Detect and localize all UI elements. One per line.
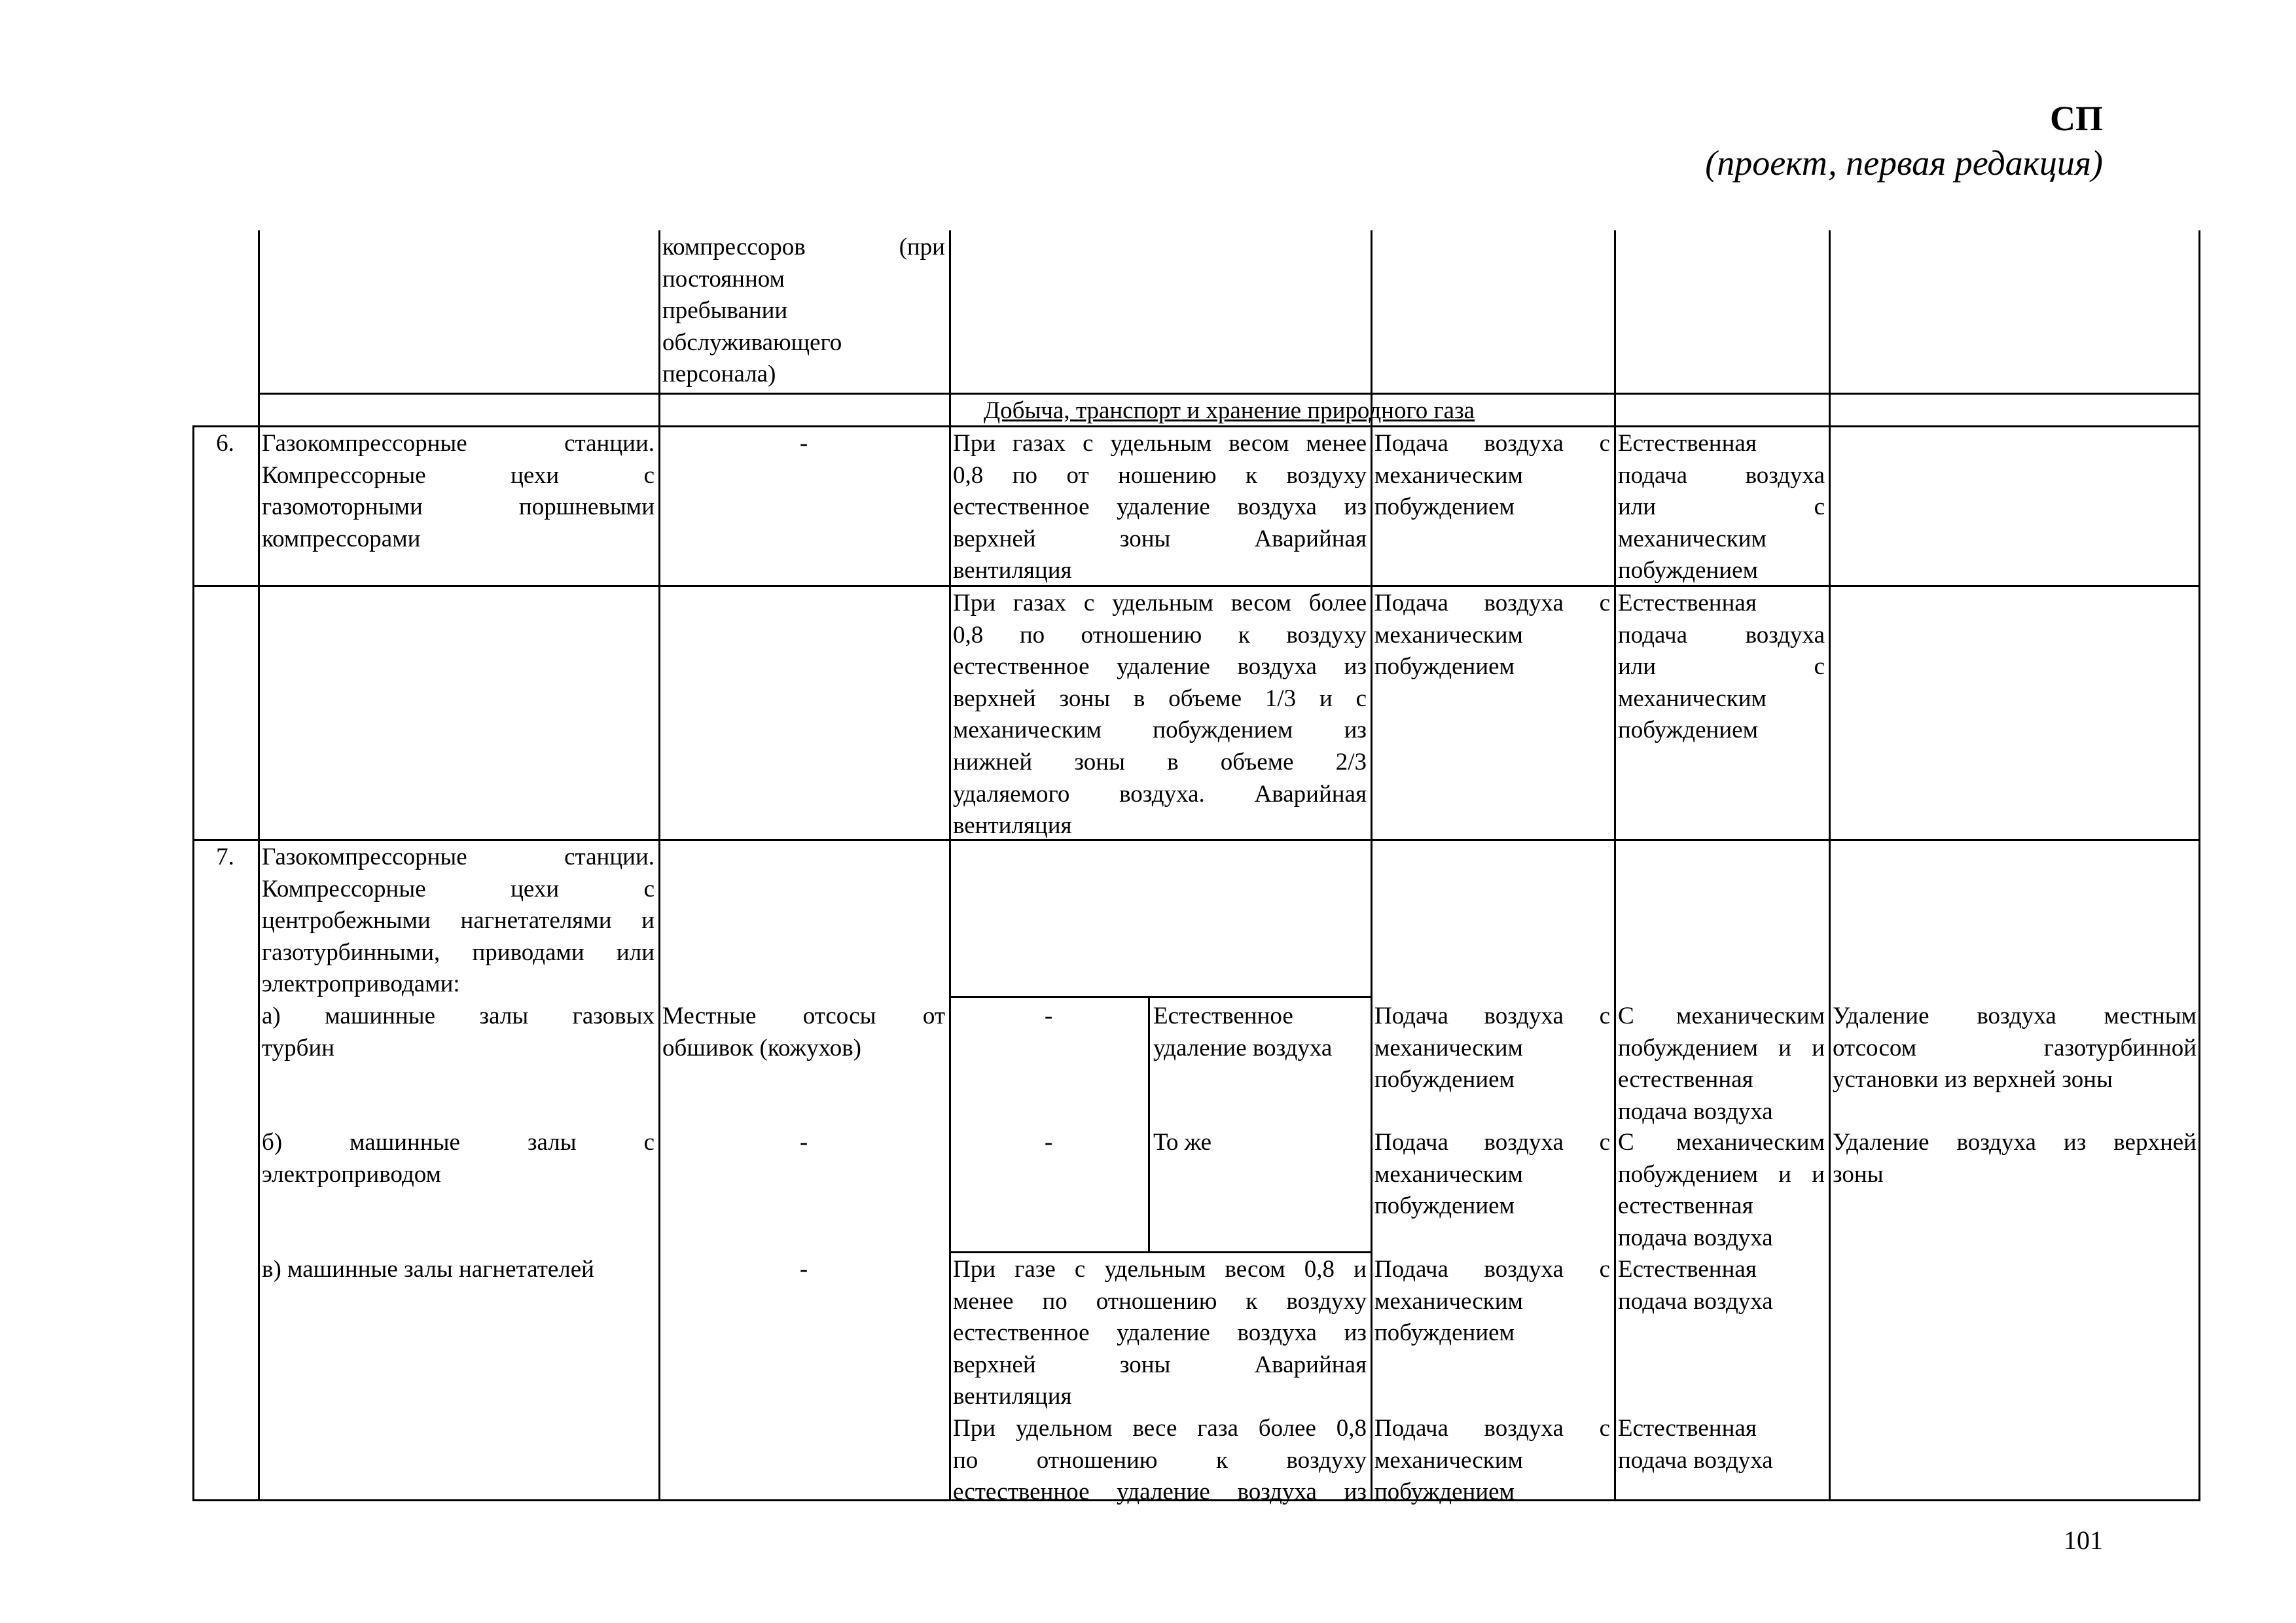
local-exhaust-cell: Местные отсосы от обшивок (кожухов) xyxy=(662,1003,945,1061)
note-cell: Удаление воздуха местным отсосом газотурбинной установки из верхней зоны xyxy=(1833,1003,2197,1094)
supply-cell: Подача воздуха с механическим побуждением xyxy=(1374,1003,1610,1094)
supply-cell: Подача воздуха с механическим побуждением xyxy=(1374,1415,1610,1506)
emergency-cell: Естественная подача воздуха xyxy=(1618,1256,1773,1315)
room-name-cell: а) машинные залы газовых турбин xyxy=(262,1003,655,1061)
lower-zone-cell: Естественное удаление воздуха xyxy=(1153,1003,1333,1061)
page-number: 101 xyxy=(2064,1525,2103,1555)
room-name-cell: Газокомпрессорные станции. Компрессорные цехи с центробежными нагнетателями и газотурбинными, приводами или электроприводами: xyxy=(262,844,655,998)
emergency-cell: Естественная подача воздуха или с механическим побуждением xyxy=(1618,590,1825,744)
local-exhaust-cell: - xyxy=(799,430,808,457)
upper-zone-cell: - xyxy=(1044,1003,1053,1029)
row-number: 7. xyxy=(216,844,234,870)
emergency-cell: Естественная подача воздуха xyxy=(1618,1415,1773,1474)
upper-zone-cell: - xyxy=(1044,1129,1053,1156)
row-number: 6. xyxy=(216,430,234,457)
exhaust-cell: При газах с удельным весом более 0,8 по отношению к воздуху естественное удаление воздуха из верхней зоны в объеме 1/3 и с механическим побуждением из нижней зоны в объеме 2/3 удаляемого воздуха. Аварийная вентиляция xyxy=(953,590,1367,840)
emergency-cell: Естественная подача воздуха или с механическим побуждением xyxy=(1618,430,1825,584)
lower-zone-cell: То же xyxy=(1153,1129,1212,1156)
emergency-cell: С механическим побуждением и и естественная подача воздуха xyxy=(1618,1129,1825,1251)
room-name-cell: б) машинные залы с электроприводом xyxy=(262,1129,655,1188)
supply-cell: Подача воздуха с механическим побуждением xyxy=(1374,1129,1610,1220)
note-cell: Удаление воздуха из верхней зоны xyxy=(1833,1129,2197,1188)
supply-cell: Подача воздуха с механическим побуждением xyxy=(1374,590,1610,681)
supply-cell: Подача воздуха с механическим побуждением xyxy=(1374,1256,1610,1347)
local-exhaust-cell: - xyxy=(799,1256,808,1283)
room-name-cell: в) машинные залы нагнетателей xyxy=(262,1256,594,1283)
section-title: Добыча, транспорт и хранение природного газа xyxy=(983,397,1475,424)
emergency-cell: С механическим побуждением и и естественная подача воздуха xyxy=(1618,1003,1825,1125)
exhaust-cell: При удельном весе газа более 0,8 по отношению к воздуху естественное удаление воздуха из xyxy=(953,1415,1367,1506)
exhaust-cell: При газах с удельным весом менее 0,8 по от ношению к воздуху естественное удаление воздуха из верхней зоны Аварийная вентиляция xyxy=(953,430,1367,584)
exhaust-cell: При газе с удельным весом 0,8 и менее по отношению к воздуху естественное удаление воздуха из верхней зоны Аварийная вентиляция xyxy=(953,1256,1367,1410)
carry-over-cell: компрессоров (при постоянном пребывании обслуживающего персонала) xyxy=(662,234,945,388)
document-status: (проект, первая редакция) xyxy=(1705,143,2103,183)
local-exhaust-cell: - xyxy=(799,1129,808,1156)
document-code: СП xyxy=(2050,99,2103,138)
ventilation-table xyxy=(192,230,2200,1506)
supply-cell: Подача воздуха с механическим побуждением xyxy=(1374,430,1610,521)
room-name-cell: Газокомпрессорные станции. Компрессорные цехи с газомоторными поршневыми компрессорами xyxy=(262,430,655,552)
